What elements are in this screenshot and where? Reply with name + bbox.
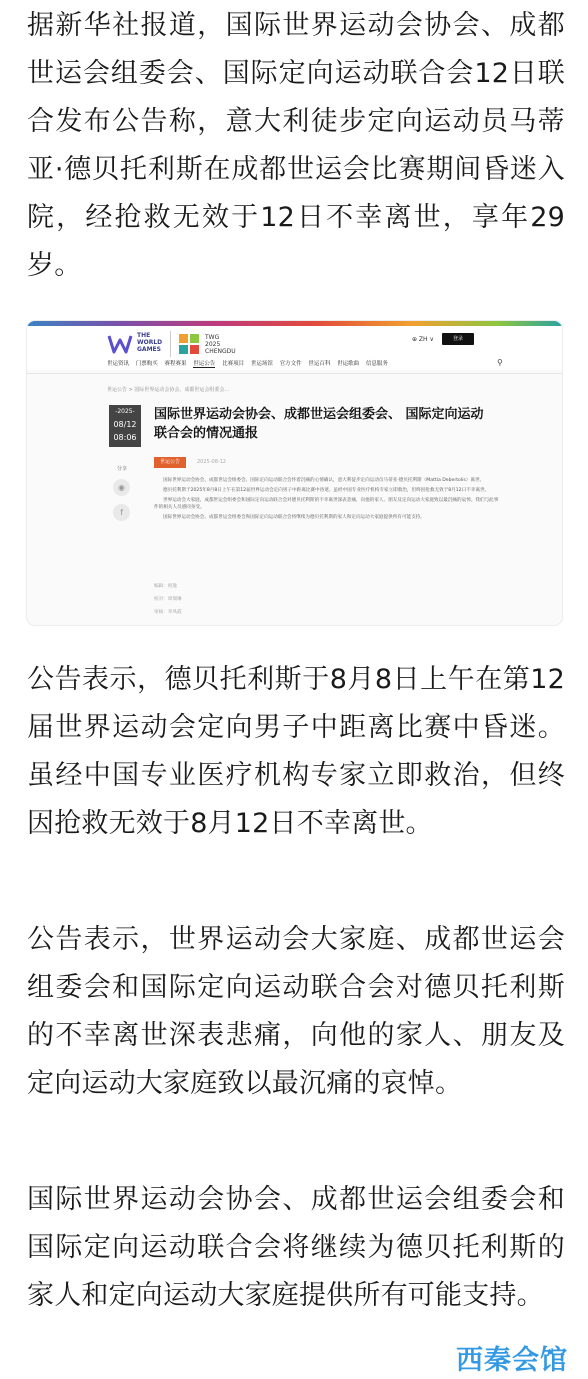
meta-reviewer: 审核：李凤霞	[154, 610, 182, 615]
article-date: 2025-08-12	[197, 459, 227, 465]
nav-item[interactable]: 世运百科	[308, 361, 331, 367]
nav-item[interactable]: 门票购买	[135, 361, 158, 367]
nav-item[interactable]: 世运场馆	[250, 361, 273, 367]
date-time: 08:06	[113, 433, 137, 442]
language-selector[interactable]: ⊕ ZH ∨	[412, 336, 434, 343]
nav-item[interactable]: 世运公告	[193, 361, 216, 367]
meta-proofreader: 校对：周瑞琳	[154, 597, 182, 602]
site-nav	[107, 359, 393, 367]
date-box	[109, 405, 141, 447]
weibo-share-icon[interactable]: f	[113, 504, 130, 521]
logo-text: THE WORLD GAMES	[137, 332, 163, 353]
article-paragraph-4: 国际世界运动会协会、成都世运会组委会和国际定向运动联合会将继续为德贝托利斯的家人和定向运动大家庭提供所有可能支持。	[27, 1184, 565, 1311]
article-paragraph-2: 公告表示，德贝托利斯于8月8日上午在第12届世界运动会定向男子中距离比赛中昏迷。虽经中国专业医疗机构专家立即救治，但终因抢救无效于8月12日不幸离世。	[27, 664, 565, 839]
article-paragraph-3: 公告表示，世界运动会大家庭、成都世运会组委会和国际定向运动联合会对德贝托利斯的不幸离世深表悲痛，向他的家人、朋友及定向运动大家庭致以最沉痛的哀悼。	[27, 924, 565, 1099]
logo-year: TWG 2025 CHENGDU	[205, 334, 236, 355]
nav-item[interactable]: 世运歌曲	[337, 361, 360, 367]
embedded-screenshot[interactable]	[27, 321, 562, 625]
breadcrumb[interactable]: 世运公告 > 国际世界运动会协会、成都世运会组委会...	[107, 387, 230, 393]
article-title: 国际世界运动会协会、成都世运会组委会、 国际定向运动联合会的情况通报	[154, 407, 484, 441]
logo-divider	[170, 331, 171, 357]
nav-item[interactable]: 信息服务	[365, 361, 388, 367]
meta-editor: 编辑：祖逸	[154, 584, 177, 589]
wechat-share-icon[interactable]: ◉	[113, 479, 130, 496]
article-body	[154, 477, 499, 524]
nav-item[interactable]: 世运资讯	[107, 361, 130, 367]
body-paragraph: 国际世界运动会协会、成都世运会组委会、国际定向运动联合会怀着沉痛的心情确认，意大利徒步定向运动员马蒂亚·德贝托利斯（Mattia Debertolis）离世。	[163, 478, 485, 483]
date-year: -2025-	[115, 408, 135, 415]
date-month-day: 08/12	[113, 420, 137, 429]
world-games-logo-icon	[107, 333, 133, 355]
body-paragraph: 世界运动会大家庭、成都世运会组委会和国际定向运动联合会对德贝托利斯的不幸离世深表悲痛，向他的家人、朋友及定向运动大家庭致以最沉痛的哀悼。我们与此事件的相关人员感同身受。	[154, 498, 499, 510]
share-label: 分享	[117, 466, 128, 472]
body-paragraph: 德贝托利斯于2025年8月8日上午在第12届世界运动会定向男子中距离比赛中昏迷。虽经中国专业医疗机构专家立即救治，但终因抢救无效于8月12日不幸离世。	[163, 488, 490, 493]
nav-divider	[27, 373, 562, 374]
nav-item[interactable]: 官方文件	[279, 361, 302, 367]
watermark-logo: 西秦会馆	[456, 1345, 568, 1376]
category-tag[interactable]: 世运公告	[154, 457, 186, 468]
body-paragraph: 国际世界运动会协会、成都世运会组委会和国际定向运动联合会将继续为德贝托利斯的家人和定向运动大家庭提供所有可能支持。	[163, 515, 425, 520]
search-icon[interactable]: ⚲	[497, 358, 503, 367]
article-paragraph-1: 据新华社报道，国际世界运动会协会、成都世运会组委会、国际定向运动联合会12日联合发布公告称，意大利徒步定向运动员马蒂亚·德贝托利斯在成都世运会比赛期间昏迷入院，经抢救无效于12日不幸离世，享年29岁。	[27, 10, 565, 281]
nav-item[interactable]: 比赛项目	[222, 361, 245, 367]
login-button[interactable]: 登录	[442, 333, 474, 345]
nav-item[interactable]: 赛程赛果	[164, 361, 187, 367]
chengdu-emblem-icon	[177, 332, 201, 356]
